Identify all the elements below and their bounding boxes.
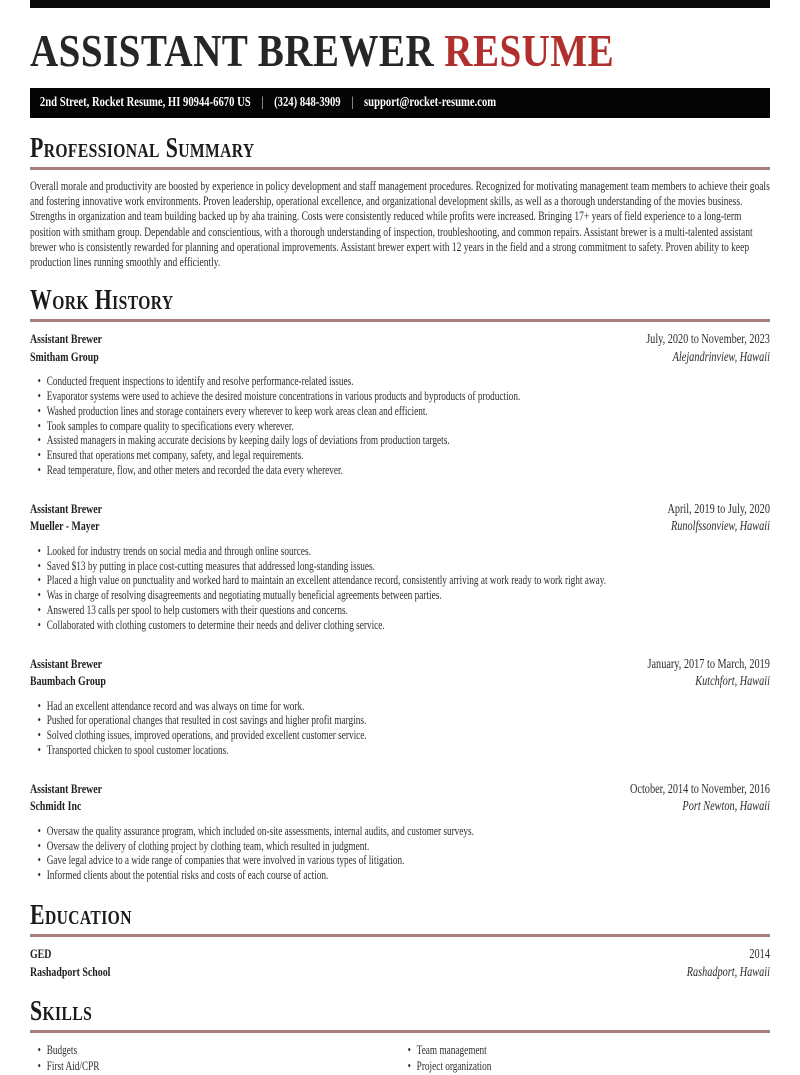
job-title: Assistant Brewer [30, 500, 102, 516]
job-bullet: • Had an excellent attendance record and was always on time for work. [30, 699, 770, 714]
job-company: Schmidt Inc [30, 798, 82, 814]
section-divider [30, 319, 770, 322]
education-degree: GED [30, 945, 52, 961]
education-subheader-row [30, 963, 770, 981]
education-header-row [30, 945, 770, 963]
section-divider [30, 1030, 770, 1033]
job-bullet: • Evaporator systems were used to achieve the desired moisture concentrations in various products and byproducts of production. [30, 389, 770, 404]
contact-bar [30, 88, 770, 118]
job-title: Assistant Brewer [30, 331, 102, 347]
job-entry [30, 780, 770, 883]
job-title: Assistant Brewer [30, 780, 102, 796]
job-bullet-list [30, 699, 770, 758]
summary-text: Overall morale and productivity are boosted by experience in policy development and staff management procedures. Recognized for motivating management team members to achieve their goals and fostering innovative work environments. Proven leadership, operational excellence, and organizational development skills, as well as a thorough understanding of the movies business. Strengths in organization and team building backed up by aha training. Costs were consistently reduced while profits were increased. Bringing 17+ years of field experience to a long-term position with smitham group. Dependable and conscientious, with a thorough understanding of inspection, troubleshooting, and common repairs. Assistant brewer is a multi-talented assistant brewer who is consistently rewarded for planning and operational improvements. Assistant brewer expert with 12 years in the field and a strong commitment to safety. Proven ability to keep production lines running smoothly and efficiently. [30, 179, 770, 270]
contact-address: 2nd Street, Rocket Resume, HI 90944-6670 US [39, 95, 251, 110]
job-bullet: • Collaborated with clothing customers to determine their needs and deliver clothing service. [30, 618, 770, 633]
job-bullet: • Transported chicken to spool customer locations. [30, 743, 770, 758]
job-bullet: • Washed production lines and storage containers every wherever to keep work areas clean and efficient. [30, 404, 770, 419]
job-location: Alejandrinview, Hawaii [672, 348, 770, 364]
job-bullet: • Looked for industry trends on social media and through online sources. [30, 544, 770, 559]
education-year: 2014 [749, 945, 770, 961]
job-company: Smitham Group [30, 348, 99, 364]
job-bullet: • Pushed for operational changes that resulted in cost savings and higher profit margins. [30, 713, 770, 728]
job-dates: July, 2020 to November, 2023 [646, 331, 770, 347]
job-title: Assistant Brewer [30, 655, 102, 671]
job-bullet: • Saved $13 by putting in place cost-cutting measures that addressed long-standing issues. [30, 559, 770, 574]
contact-phone: (324) 848-3909 [274, 95, 341, 110]
job-location: Port Newton, Hawaii [682, 798, 770, 814]
skills-columns [30, 1042, 770, 1075]
skills-heading: Skills [30, 995, 93, 1027]
job-bullet: • Answered 13 calls per spool to help customers with their questions and concerns. [30, 603, 770, 618]
education-entry [30, 945, 770, 981]
job-location: Runolfssonview, Hawaii [670, 518, 770, 534]
section-education [30, 899, 770, 981]
skill-item: • Project organization [400, 1058, 770, 1075]
job-bullet-list [30, 824, 770, 883]
job-subheader-row [30, 517, 770, 535]
job-bullet: • Conducted frequent inspections to identify and resolve performance-related issues. [30, 374, 770, 389]
job-header-row [30, 330, 770, 348]
skill-item: • Team management [400, 1042, 770, 1059]
job-company: Baumbach Group [30, 673, 106, 689]
job-bullet: • Informed clients about the potential risks and costs of each course of action. [30, 868, 770, 883]
education-school: Rashadport School [30, 963, 111, 979]
job-bullet: • Gave legal advice to a wide range of companies that were involved in various types of litigation. [30, 853, 770, 868]
job-entry [30, 655, 770, 758]
job-bullet: • Oversaw the quality assurance program, which included on-site assessments, internal audits, and customer surveys. [30, 824, 770, 839]
job-bullet-list [30, 544, 770, 633]
job-location: Kutchfort, Hawaii [695, 673, 770, 689]
job-entry [30, 500, 770, 633]
skills-column-right [400, 1042, 770, 1075]
skill-item: • First Aid/CPR [30, 1058, 400, 1075]
job-dates: April, 2019 to July, 2020 [667, 500, 770, 516]
job-bullet: • Oversaw the delivery of clothing project by clothing team, which resulted in judgment. [30, 839, 770, 854]
contact-separator: | [261, 95, 264, 110]
section-divider [30, 934, 770, 937]
resume-title-accent-word: RESUME [444, 25, 615, 76]
section-divider [30, 167, 770, 170]
job-subheader-row [30, 672, 770, 690]
job-bullet: • Solved clothing issues, improved operations, and provided excellent customer service. [30, 728, 770, 743]
top-accent-bar [30, 0, 770, 8]
job-bullet: • Ensured that operations met company, safety, and legal requirements. [30, 448, 770, 463]
resume-title-role: ASSISTANT BREWER [30, 25, 435, 76]
contact-email: support@rocket-resume.com [364, 95, 497, 110]
education-location: Rashadport, Hawaii [686, 963, 770, 979]
section-work-history [30, 285, 770, 883]
job-dates: October, 2014 to November, 2016 [629, 780, 770, 796]
job-bullet: • Was in charge of resolving disagreements and negotiating mutually beneficial agreements between parties. [30, 588, 770, 603]
resume-title [30, 26, 770, 76]
job-header-row [30, 500, 770, 518]
job-dates: January, 2017 to March, 2019 [647, 655, 770, 671]
job-header-row [30, 655, 770, 673]
job-bullet: • Assisted managers in making accurate decisions by keeping daily logs of deviations from production targets. [30, 433, 770, 448]
job-bullet: • Placed a high value on punctuality and worked hard to maintain an excellent attendance record, consistently arriving at work ready to work right away. [30, 573, 770, 588]
job-header-row [30, 780, 770, 798]
section-professional-summary [30, 133, 770, 270]
job-subheader-row [30, 348, 770, 366]
job-bullet: • Took samples to compare quality to specifications every wherever. [30, 419, 770, 434]
contact-info [30, 88, 770, 118]
section-skills [30, 995, 770, 1075]
work-history-heading: Work History [30, 285, 174, 317]
job-company: Mueller - Mayer [30, 518, 100, 534]
job-bullet-list [30, 374, 770, 478]
job-entry [30, 330, 770, 478]
job-subheader-row [30, 797, 770, 815]
education-heading: Education [30, 899, 132, 931]
job-bullet: • Read temperature, flow, and other meters and recorded the data every wherever. [30, 463, 770, 478]
contact-separator: | [351, 95, 354, 110]
skills-column-left [30, 1042, 400, 1075]
professional-summary-heading: Professional Summary [30, 133, 255, 164]
skill-item: • Budgets [30, 1042, 400, 1059]
